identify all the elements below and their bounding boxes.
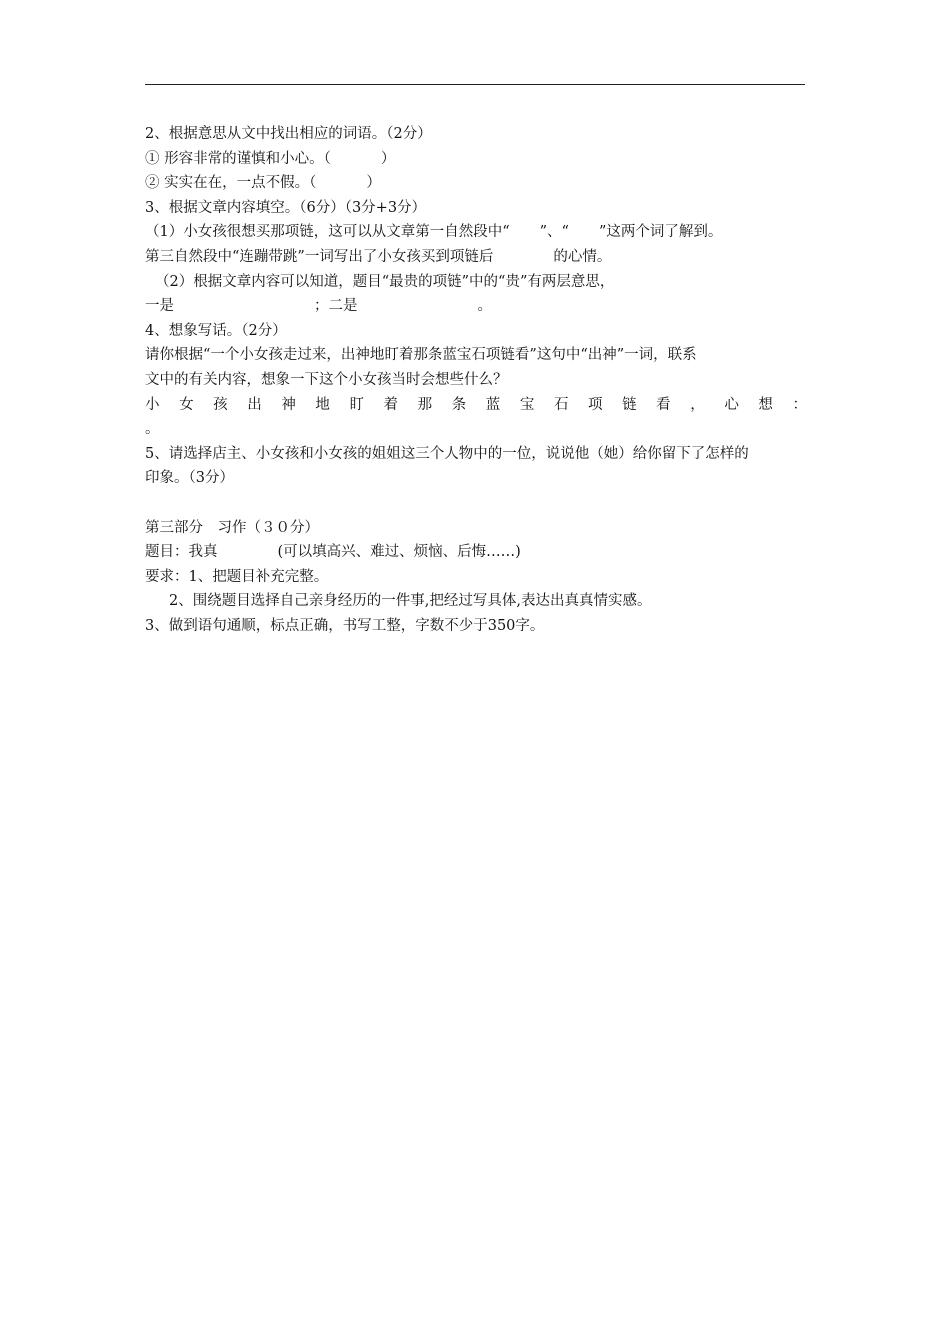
part3-title-line bbox=[145, 540, 807, 565]
q4-answer-char: 想 bbox=[758, 396, 773, 413]
header-rule bbox=[145, 84, 805, 85]
q4-answer-line[interactable] bbox=[145, 393, 807, 418]
q3-part1-line1 bbox=[145, 220, 807, 245]
q3-part2-text-b: ；二是 bbox=[314, 298, 358, 315]
q4-answer-char: 条 bbox=[451, 396, 467, 413]
q4-answer-char: 项 bbox=[588, 396, 603, 413]
q4-answer-char: 孩 bbox=[213, 396, 228, 413]
q4-answer-char: 石 bbox=[553, 396, 569, 413]
q5-line2: 印象。（3分） bbox=[145, 470, 234, 487]
q4-answer-char: 宝 bbox=[519, 396, 535, 413]
q4-answer-char: 盯 bbox=[349, 396, 364, 413]
part3-heading: 第三部分 习作（３０分） bbox=[145, 519, 319, 536]
q4-answer-char: 那 bbox=[417, 396, 433, 413]
part3-req-2: 2、围绕题目选择自己亲身经历的一件事,把经过写具体,表达出真真情实感。 bbox=[169, 593, 652, 610]
q2-item-1-close: ） bbox=[380, 150, 396, 167]
part3-title-label: 题目：我真 bbox=[145, 544, 218, 561]
q2-item-2-label: ② 实实在在，一点不假。（ bbox=[145, 175, 317, 192]
q4-answer-char: 小 bbox=[145, 396, 160, 413]
part3-req-1: 要求：1、把题目补充完整。 bbox=[145, 568, 329, 585]
q2-item-1 bbox=[145, 147, 807, 172]
part3-req-3: 3、做到语句通顺，标点正确，书写工整，字数不少于350字。 bbox=[145, 617, 545, 634]
q4-answer-char: ， bbox=[690, 396, 705, 413]
q4-answer-char: 神 bbox=[281, 396, 296, 413]
document-body bbox=[145, 122, 807, 638]
q4-answer-char: 心 bbox=[724, 396, 739, 413]
q4-answer-char: 着 bbox=[383, 396, 399, 413]
q3-part1-text-c: ”这两个词了解到。 bbox=[598, 224, 723, 241]
q3-title: 3、根据文章内容填空。（6分）（3分+3分） bbox=[145, 199, 427, 216]
q3-part1-text-e: 的心情。 bbox=[553, 248, 612, 265]
q2-item-2 bbox=[145, 171, 807, 196]
q4-answer-end: 。 bbox=[145, 421, 160, 438]
part3-title-hint: (可以填高兴、难过、烦恼、后悔……) bbox=[277, 544, 521, 561]
q4-answer-char: 地 bbox=[315, 396, 330, 413]
q3-part2-text-a: 一是 bbox=[145, 298, 174, 315]
q3-part2-text-c: 。 bbox=[477, 298, 492, 315]
q4-answer-char: ： bbox=[792, 396, 807, 413]
q3-part1-text-d: 第三自然段中“连蹦带跳”一词写出了小女孩买到项链后 bbox=[145, 248, 494, 265]
q4-prompt-line2: 文中的有关内容，想象一下这个小女孩当时会想些什么？ bbox=[145, 371, 508, 388]
q4-answer-char: 链 bbox=[622, 396, 637, 413]
spacer bbox=[145, 491, 807, 516]
q4-answer-char: 女 bbox=[179, 396, 194, 413]
q3-part1-line2 bbox=[145, 245, 807, 270]
q2-item-2-close: ） bbox=[366, 175, 381, 192]
q2-item-1-label: ① 形容非常的谨慎和小心。（ bbox=[145, 150, 331, 167]
q4-answer-char: 出 bbox=[247, 396, 262, 413]
q4-prompt-line1: 请你根据“一个小女孩走过来，出神地盯着那条蓝宝石项链看”这句中“出神”一词，联系 bbox=[145, 347, 697, 364]
q3-part1-text-a: （1）小女孩很想买那项链，这可以从文章第一自然段中“ bbox=[145, 224, 510, 241]
q4-title: 4、想象写话。（2分） bbox=[145, 322, 287, 339]
q4-answer-char: 看 bbox=[656, 396, 671, 413]
q4-answer-char: 蓝 bbox=[485, 396, 501, 413]
q3-part2-line1: （2）根据文章内容可以知道，题目“最贵的项链”中的“贵”有两层意思， bbox=[155, 273, 615, 290]
q3-part2-line2 bbox=[145, 294, 807, 319]
q5-line1: 5、请选择店主、小女孩和小女孩的姐姐这三个人物中的一位，说说他（她）给你留下了怎样的 bbox=[145, 445, 749, 462]
q3-part1-text-b: ”、“ bbox=[539, 224, 569, 241]
q2-title: 2、根据意思从文中找出相应的词语。（2分） bbox=[145, 126, 432, 142]
